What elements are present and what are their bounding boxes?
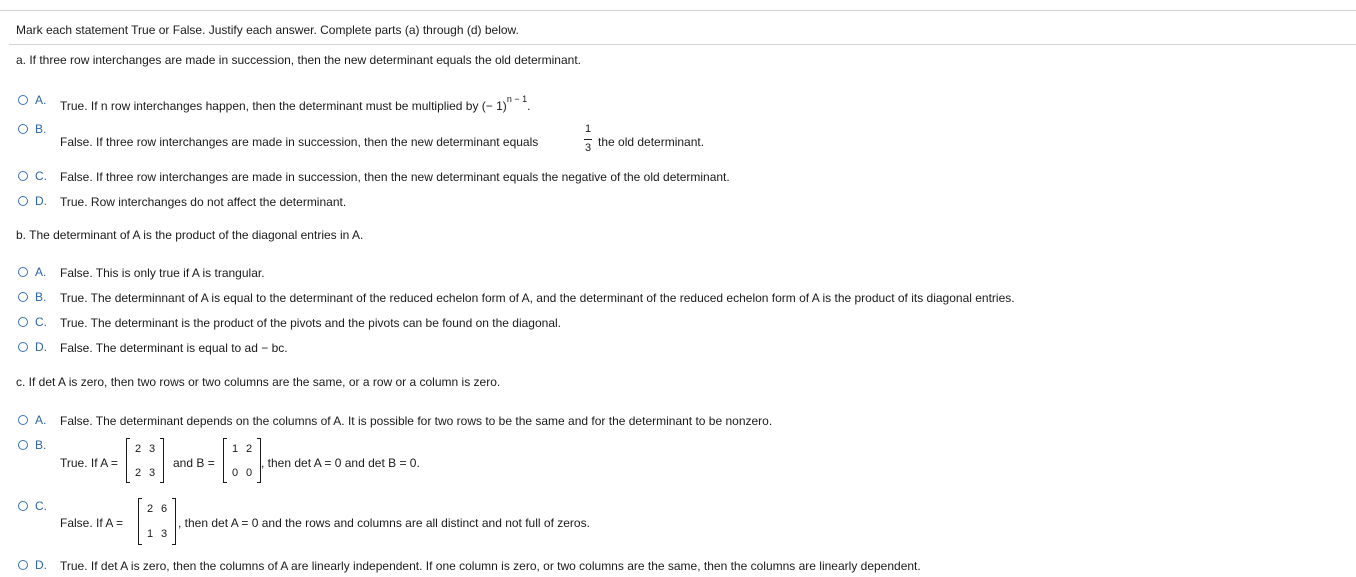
option-text: True. If n row interchanges happen, then the determinant must be multiplied by (− 1)$^{n - 1}$. [60, 94, 531, 113]
matrix-cell: 2 [245, 443, 253, 455]
option-text: True. The determinnant of A is equal to the determinant of the reduced echelon form of A, and the determinant of the reduced echelon form of A is the product of its diagonal entries. [60, 291, 1015, 305]
matrix-cell: 1 [231, 443, 239, 455]
option-letter: A. [35, 93, 47, 107]
instructions: Mark each statement True or False. Justify each answer. Complete parts (a) through (d) below. [16, 23, 519, 37]
right-bracket [160, 438, 164, 483]
matrix-cell: 6 [160, 503, 168, 515]
option-letter: D. [35, 558, 47, 572]
option-text: True. If A = [60, 456, 118, 470]
matrix-cell: 3 [160, 528, 168, 540]
top-divider [0, 10, 1356, 11]
matrix-cell: 2 [134, 443, 142, 455]
radio-button[interactable] [18, 171, 28, 181]
matrix-cell: 2 [146, 503, 154, 515]
option-letter: A. [35, 265, 47, 279]
option-text: False. The determinant depends on the columns of A. It is possible for two rows to be the same and for the determinant to be nonzero. [60, 414, 773, 428]
radio-button[interactable] [18, 342, 28, 352]
radio-button[interactable] [18, 196, 28, 206]
matrix-cell: 1 [146, 528, 154, 540]
option-letter: B. [35, 122, 47, 136]
radio-button[interactable] [18, 292, 28, 302]
right-bracket [172, 498, 176, 545]
option-text-tail: the old determinant. [598, 135, 705, 149]
matrix-A [126, 438, 164, 483]
option-letter: D. [35, 194, 47, 208]
option-text: False. If A = [60, 516, 124, 530]
option-letter: C. [35, 499, 47, 513]
left-bracket [223, 438, 227, 483]
option-text: False. This is only true if A is trangular. [60, 266, 265, 280]
question-a: a. If three row interchanges are made in succession, then the new determinant equals the old determinant. [16, 53, 581, 67]
radio-button[interactable] [18, 124, 28, 134]
radio-button[interactable] [18, 415, 28, 425]
exponent: n − 1 [506, 94, 528, 104]
matrix-B [223, 438, 261, 483]
option-letter: B. [35, 438, 47, 452]
option-text: True. If det A is zero, then the columns of A are linearly independent. If one column is zero, or two columns are the same, then the columns are linearly dependent. [60, 559, 921, 573]
matrix-cell: 3 [148, 443, 156, 455]
option-text: False. If three row interchanges are made in succession, then the new determinant equals the negative of the old determinant. [60, 170, 730, 184]
radio-button[interactable] [18, 95, 28, 105]
option-letter: A. [35, 413, 47, 427]
instructions-divider [9, 44, 1356, 45]
left-bracket [126, 438, 130, 483]
question-c: c. If det A is zero, then two rows or two columns are the same, or a row or a column is zero. [16, 375, 501, 389]
fraction-bar [584, 139, 592, 140]
radio-button[interactable] [18, 560, 28, 570]
matrix-cell: 0 [231, 467, 239, 479]
fraction-numerator: 1 [584, 123, 592, 135]
option-text: True. The determinant is the product of the pivots and the pivots can be found on the diagonal. [60, 316, 561, 330]
option-text: False. If three row interchanges are made in succession, then the new determinant equals [60, 135, 539, 149]
option-letter: C. [35, 315, 47, 329]
option-text-post: , then det A = 0 and the rows and columns are all distinct and not full of zeros. [178, 516, 590, 530]
radio-button[interactable] [18, 267, 28, 277]
option-text: False. The determinant is equal to ad − bc. [60, 341, 288, 355]
option-letter: D. [35, 340, 47, 354]
left-bracket [138, 498, 142, 545]
matrix-A [138, 498, 176, 545]
option-text-mid: and B = [173, 456, 215, 470]
radio-button[interactable] [18, 501, 28, 511]
fraction-denominator: 3 [584, 142, 592, 154]
matrix-cell: 0 [245, 467, 253, 479]
matrix-cell: 2 [134, 467, 142, 479]
option-letter: C. [35, 169, 47, 183]
matrix-cell: 3 [148, 467, 156, 479]
option-text-post: , then det A = 0 and det B = 0. [261, 456, 420, 470]
option-letter: B. [35, 290, 47, 304]
option-text: True. Row interchanges do not affect the determinant. [60, 195, 347, 209]
question-b: b. The determinant of A is the product of the diagonal entries in A. [16, 228, 364, 242]
radio-button[interactable] [18, 317, 28, 327]
radio-button[interactable] [18, 440, 28, 450]
